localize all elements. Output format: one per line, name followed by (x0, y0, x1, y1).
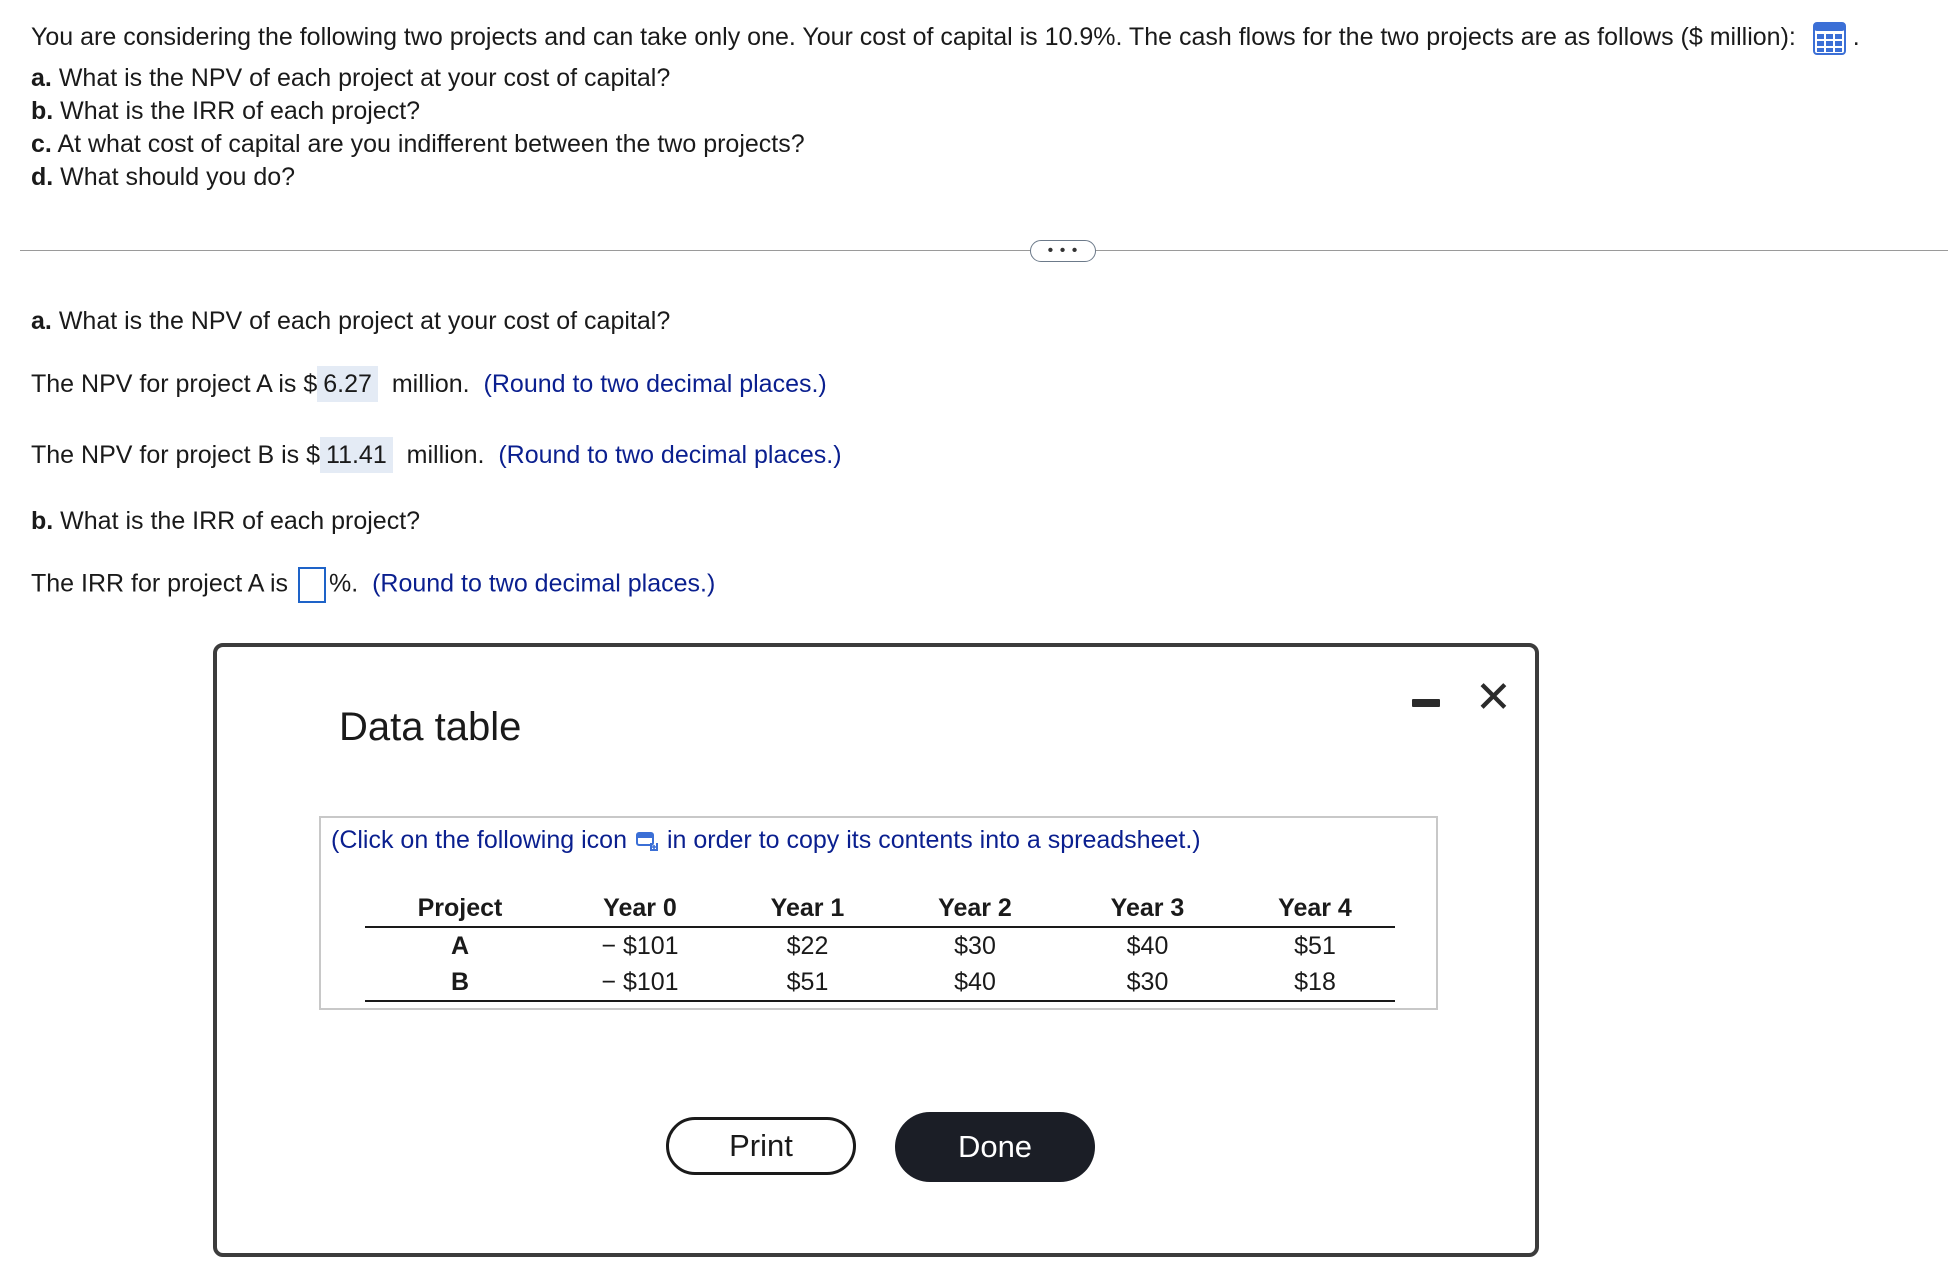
data-table-grid-icon[interactable] (1813, 22, 1846, 55)
column-header: Project (365, 890, 555, 927)
column-header: Year 2 (890, 890, 1060, 927)
question-intro-text: You are considering the following two projects and can take only one. Your cost of capital is 10.9%. The cash flows for the two projects are as follows ($ million): (31, 23, 1796, 51)
npv-a-hint: (Round to two decimal places.) (483, 370, 827, 398)
npv-b-line: The NPV for project B is $ 11.41 million. (Round to two decimal places.) (31, 441, 842, 470)
answer-part-b-heading: b. What is the IRR of each project? (31, 507, 421, 535)
column-header: Year 4 (1235, 890, 1395, 927)
table-cell: $30 (954, 931, 996, 960)
question-part-d: d. What should you do? (31, 163, 296, 191)
column-header: Year 1 (725, 890, 890, 927)
npv-b-hint: (Round to two decimal places.) (498, 441, 842, 469)
minimize-icon[interactable] (1412, 699, 1440, 707)
question-intro-end: . (1852, 23, 1860, 51)
irr-a-hint: (Round to two decimal places.) (372, 569, 716, 598)
copy-icon[interactable] (635, 829, 659, 853)
table-row (365, 964, 1395, 1001)
answer-part-a-heading: a. What is the NPV of each project at your cost of capital? (31, 307, 671, 335)
table-cell: $22 (786, 931, 829, 960)
table-cell: $51 (1294, 931, 1336, 960)
table-header-row (365, 890, 1395, 927)
expand-more-button[interactable]: • • • (1030, 240, 1096, 262)
copy-note: (Click on the following icon in order to copy its contents into a spreadsheet.) (331, 826, 1201, 854)
table-row (365, 927, 1395, 964)
modal-title: Data table (339, 705, 522, 749)
irr-a-line: The IRR for project A is %. (Round to two decimal places.) (31, 567, 715, 603)
done-button[interactable]: Done (895, 1112, 1095, 1182)
question-parts (31, 62, 805, 194)
question-intro (31, 18, 1860, 56)
column-header: Year 0 (555, 890, 725, 927)
column-header: Year 3 (1060, 890, 1235, 927)
close-icon[interactable]: ✕ (1475, 673, 1512, 722)
table-cell: $30 (1060, 964, 1235, 1001)
irr-a-input[interactable] (298, 567, 326, 603)
question-part-a: a. What is the NPV of each project at your cost of capital? (31, 64, 671, 92)
table-cell: $18 (1235, 964, 1395, 1001)
question-part-b: b. What is the IRR of each project? (31, 97, 421, 125)
table-cell: A (450, 931, 470, 960)
table-cell: B (365, 964, 555, 1001)
table-cell: $51 (725, 964, 890, 1001)
print-button[interactable]: Print (666, 1117, 856, 1175)
table-cell: $40 (890, 964, 1060, 1001)
table-cell: − $101 (601, 931, 679, 960)
npv-a-answer[interactable]: 6.27 (317, 366, 378, 402)
npv-a-line: The NPV for project A is $ 6.27 million. (Round to two decimal places.) (31, 370, 827, 399)
section-divider (20, 250, 1948, 251)
question-part-c: c. At what cost of capital are you indifferent between the two projects? (31, 130, 805, 158)
table-cell: $40 (1126, 931, 1169, 960)
npv-b-answer[interactable]: 11.41 (320, 437, 393, 473)
cash-flow-table (365, 890, 1395, 1002)
table-cell: − $101 (555, 964, 725, 1001)
data-table-box (319, 816, 1438, 1010)
data-table-modal (213, 643, 1539, 1257)
